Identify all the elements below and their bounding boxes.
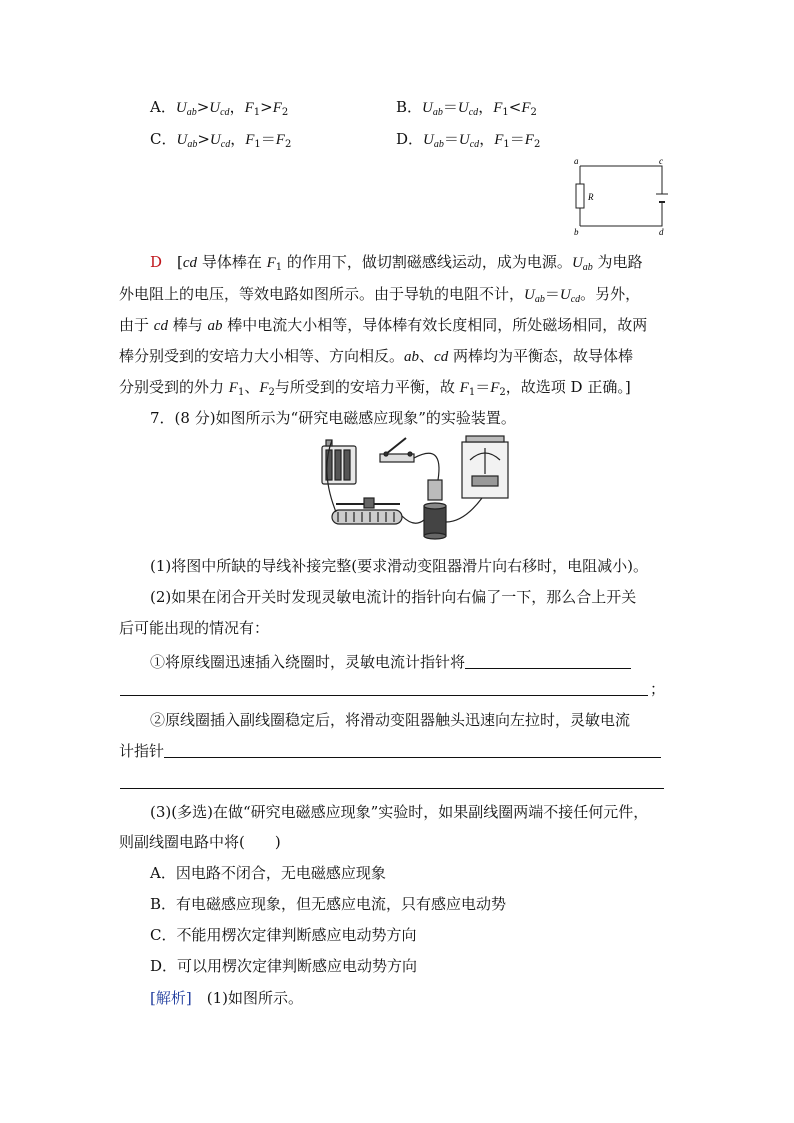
option-b: B．$U_{ab}=U_{cd}$，$F_1<F_2$ (396, 98, 537, 118)
wire-rheostat-coil (402, 516, 424, 523)
q7-option-d: D．可以用楞次定律判断感应电动势方向 (150, 957, 418, 975)
answer-blank-2[interactable] (164, 741, 661, 758)
q7-part3-line2: 则副线圈电路中将( ) (119, 833, 281, 851)
label-c: c (659, 156, 663, 166)
answer-blank-2b[interactable] (120, 788, 664, 789)
q7-part2-item2-cont: 计指针 (119, 737, 661, 765)
q7-option-b: B．有电磁感应现象，但无感应电流，只有感应电动势 (150, 895, 507, 913)
wire-coil-galvanometer (446, 498, 482, 522)
circuit-wire-top (580, 166, 662, 194)
label-d: d (659, 227, 664, 236)
answer-line-1: D [cd 导体棒在 $F_1$ 的作用下，做切割磁感线运动，成为电源。$U_{ab}$ 为电路 (150, 253, 643, 273)
rheostat-icon (332, 498, 402, 524)
answer-line-4: 棒分别受到的安培力大小相等、方向相反。ab、cd 两棒均为平衡态，故导体棒 (119, 347, 633, 365)
circuit-diagram (570, 156, 670, 236)
answer-line-5: 分别受到的外力 $F_1$、$F_2$与所受到的安培力平衡，故 $F_1=F_2$，故选项 D 正确。] (119, 378, 631, 398)
resistor-icon (576, 184, 584, 208)
circuit-wire-bottom (580, 202, 662, 226)
answer-line-2: 外电阻上的电压，等效电路如图所示。由于导轨的电阻不计，$U_{ab}=U_{cd}$。另外， (119, 285, 641, 305)
option-d: D．$U_{ab}=U_{cd}$，$F_1=F_2$ (396, 130, 541, 150)
answer-blank-1[interactable] (465, 652, 631, 669)
q7-part2-line1: (2)如果在闭合开关时发现灵敏电流计的指针向右偏了一下，那么合上开关 (150, 588, 637, 606)
apparatus-illustration (314, 432, 514, 542)
q7-option-a: A．因电路不闭合，无电磁感应现象 (150, 864, 386, 882)
q7-option-c: C．不能用楞次定律判断感应电动势方向 (150, 926, 417, 944)
answer-blank-1b[interactable] (120, 695, 648, 696)
galvanometer-icon (462, 436, 508, 498)
analysis-label: [解析] (150, 989, 192, 1007)
semicolon: ； (650, 680, 666, 698)
q7-title: 7．(8 分)如图所示为“研究电磁感应现象”的实验装置。 (150, 409, 516, 427)
q7-part1: (1)将图中所缺的导线补接完整(要求滑动变阻器滑片向右移时，电阻减小)。 (150, 557, 648, 575)
answer-line-3: 由于 cd 棒与 ab 棒中电流大小相等，导体棒有效长度相同，所处磁场相同，故两 (119, 316, 648, 334)
coils-icon (424, 480, 446, 539)
analysis-line: [解析] (1)如图所示。 (150, 989, 303, 1007)
option-c: C．$U_{ab}>U_{cd}$，$F_1=F_2$ (150, 130, 292, 150)
switch-icon (380, 438, 414, 462)
q7-part3-line1: (3)(多选)在做“研究电磁感应现象”实验时，如果副线圈两端不接任何元件， (150, 803, 649, 821)
label-a: a (574, 156, 579, 166)
label-r: R (588, 192, 594, 202)
q7-part2-item1: ①将原线圈迅速插入绕圈时，灵敏电流计指针将 (150, 648, 631, 676)
option-a: A．$U_{ab}>U_{cd}$，$F_1>F_2$ (150, 98, 289, 118)
label-b: b (574, 227, 579, 236)
wire-switch-coil (414, 453, 439, 480)
q7-part2-line2: 后可能出现的情况有： (119, 619, 270, 637)
q7-part2-item2: ②原线圈插入副线圈稳定后，将滑动变阻器触头迅速向左拉时，灵敏电流 (150, 711, 631, 729)
